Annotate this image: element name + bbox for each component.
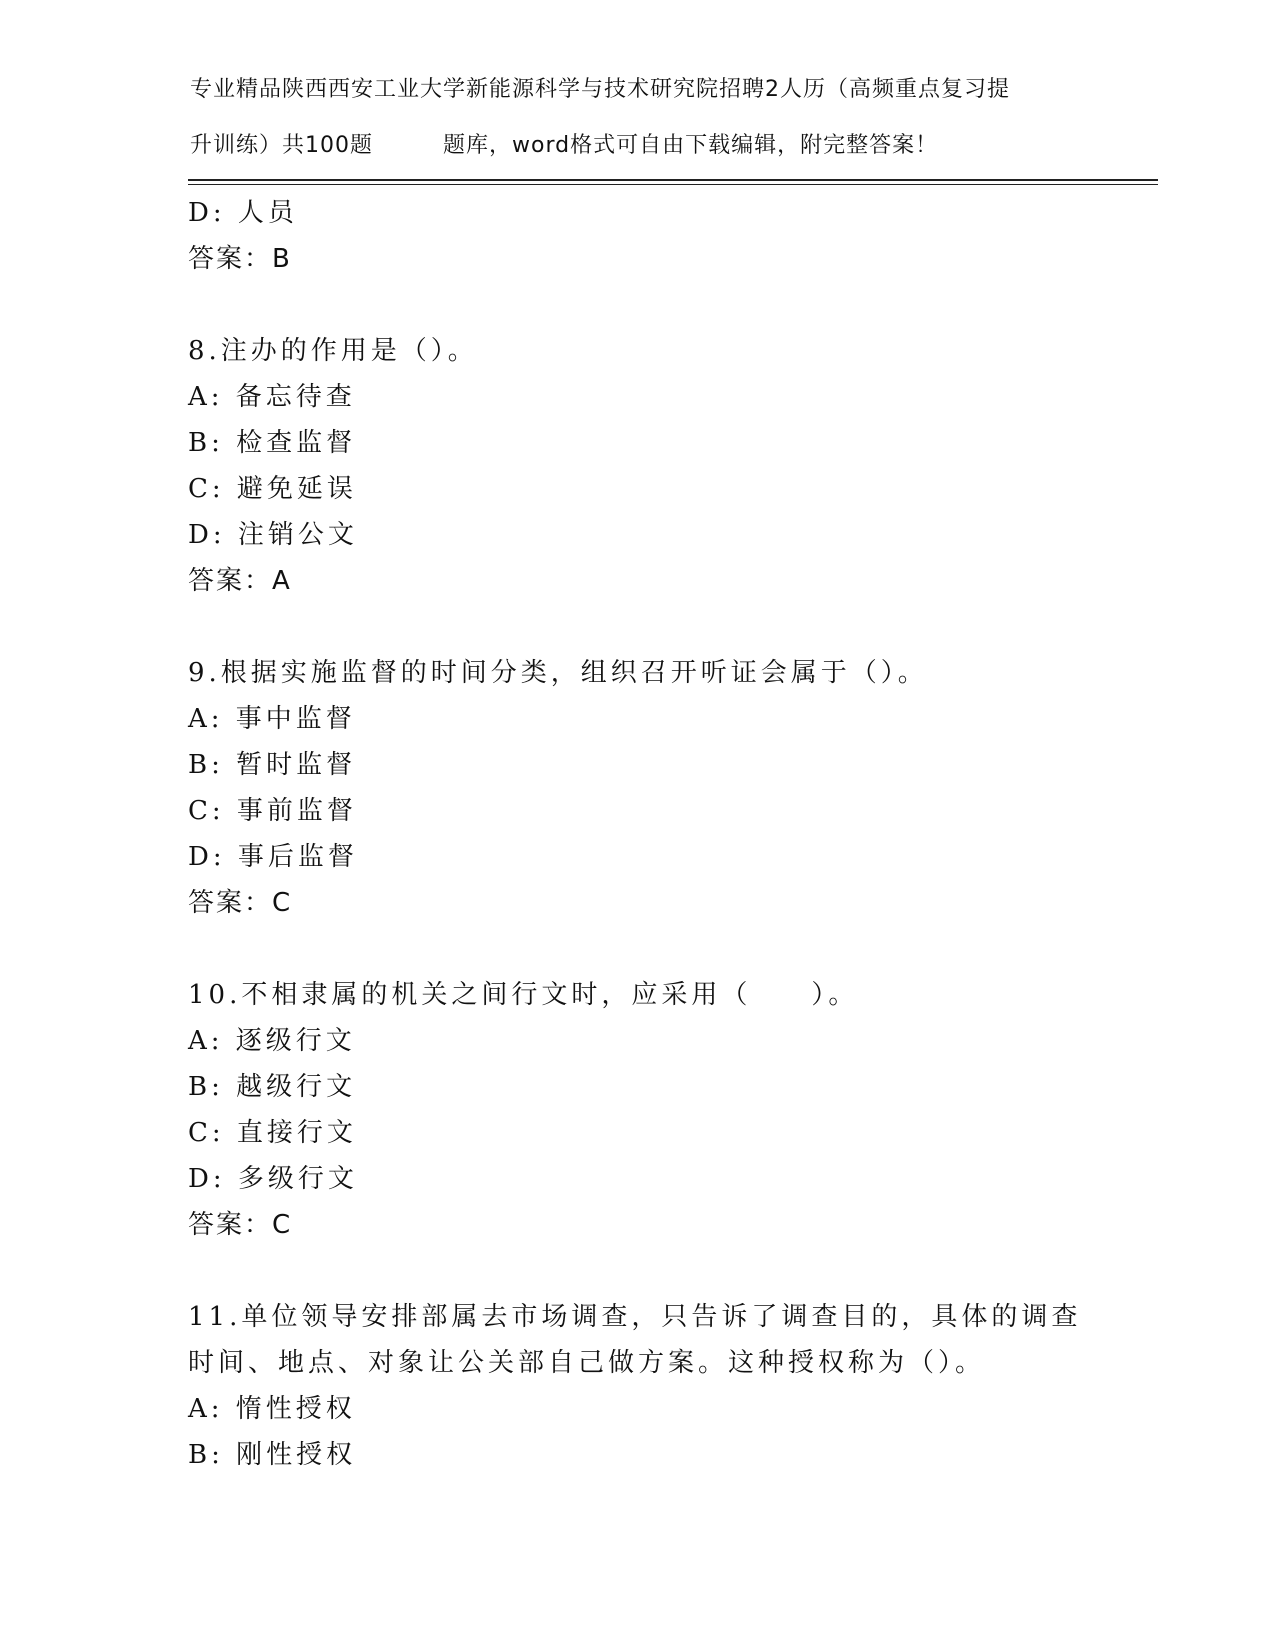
option-d: D: 注销公文 — [188, 520, 358, 550]
option-c: C: 事前监督 — [188, 796, 357, 826]
answer: 答案：C — [188, 888, 293, 918]
option-d: D: 多级行文 — [188, 1164, 358, 1194]
question-list — [188, 190, 1088, 1478]
question-stem: 8.注办的作用是（）。 — [188, 336, 478, 366]
option-b: B: 越级行文 — [188, 1072, 357, 1102]
question-11 — [188, 1294, 1088, 1478]
header-divider-thin — [188, 184, 1158, 185]
question-stem: 10.不相隶属的机关之间行文时，应采用（ ）。 — [188, 980, 859, 1010]
option-c: C: 直接行文 — [188, 1118, 357, 1148]
option-b: B: 暂时监督 — [188, 750, 357, 780]
option-a: A: 惰性授权 — [188, 1394, 356, 1424]
answer: 答案：A — [188, 566, 292, 596]
option-a: A: 备忘待查 — [188, 382, 356, 412]
option-d: D: 事后监督 — [188, 842, 358, 872]
question-8 — [188, 328, 1088, 604]
page-header — [190, 74, 1090, 162]
option-b: B: 刚性授权 — [188, 1440, 357, 1470]
option-c: C: 避免延误 — [188, 474, 357, 504]
header-title-line2 — [190, 106, 1090, 162]
header-title-line2-part2: 题库，word格式可自由下载编辑，附完整答案！ — [443, 133, 939, 158]
question-stem: 11.单位领导安排部属去市场调查，只告诉了调查目的，具体的调查时间、地点、对象让公关部自己做方案。这种授权称为（）。 — [188, 1302, 1082, 1378]
answer: 答案：C — [188, 1210, 293, 1240]
option-b: B: 检查监督 — [188, 428, 357, 458]
header-title-line1: 专业精品陕西西安工业大学新能源科学与技术研究院招聘2人历（高频重点复习提 — [190, 77, 1010, 102]
question-stem: 9.根据实施监督的时间分类，组织召开听证会属于（）。 — [188, 658, 928, 688]
question-9 — [188, 650, 1088, 926]
option-a: A: 事中监督 — [188, 704, 356, 734]
option-a: A: 逐级行文 — [188, 1026, 356, 1056]
prev-option-d: D: 人员 — [188, 198, 298, 228]
prev-answer: 答案：B — [188, 244, 292, 274]
header-divider-thick — [188, 179, 1158, 181]
header-title-line2-part1: 升训练）共100题 — [190, 133, 373, 158]
question-10 — [188, 972, 1088, 1248]
